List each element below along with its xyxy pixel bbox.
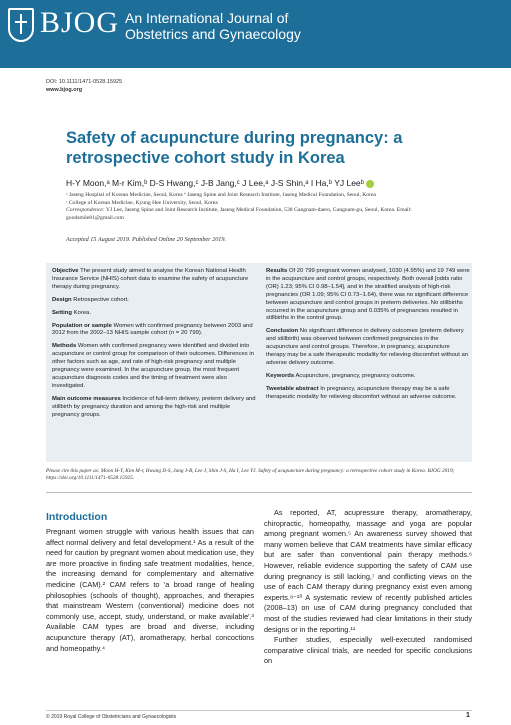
abstract-label: Keywords [266,372,295,379]
abstract-right-column [266,268,470,407]
accepted-date: Accepted 15 August 2019. Published Online 20 September 2019. [66,236,227,243]
footer-divider [46,710,472,711]
abstract-setting [52,310,256,318]
section-divider [46,492,472,493]
correspondence [66,207,466,222]
abstract-conclusion [266,328,470,368]
affiliations [66,192,466,222]
site-link[interactable]: www.bjog.org [46,87,83,93]
abstract-text: Incidence of full-term delivery, preterm delivery and stillbirth by pregnancy duration and among the high-risk and multiple pregnancy groups. [52,395,256,418]
abstract-text: Women with confirmed pregnancy between 2003 and 2012 from the 2002–13 NHIS sample cohort (n = 20 799). [52,322,253,337]
citation-note: Please cite this paper as: Moon H-Y, Kim M-r, Hwang D-S, Jang J-B, Lee J, Shin J-S, Ha I, Lee YJ. Safety of acupuncture during pregnancy: a retrospective cohort study in Korea. BJOG 2019; https://doi.org/10.1111/1471-0528.15925. [46,468,455,482]
journal-name [125,10,301,42]
abstract-text: Retrospective cohort. [73,296,129,303]
intro-paragraph: Further studies, especially well-executed randomised comparative clinical trials, are needed for specific conclusions on [264,635,472,666]
abstract-label: Results [266,268,288,274]
journal-header [0,0,511,68]
abstract-text: In pregnancy, acupuncture therapy may be a safe therapeutic modality for relieving discomfort without an adverse outcome. [266,385,457,400]
abstract-text: Acupuncture, pregnancy, pregnancy outcome. [295,372,416,379]
copyright-footer: © 2019 Royal College of Obstetricians and Gynaecologists [46,714,177,720]
abstract-left-column [52,268,256,425]
intro-paragraph: As reported, AT, acupressure therapy, aromatherapy, chiropractic, homeopathy, massage and yoga are popular among pregnant women.⁵ An awareness survey showed that many women believe that CAM treatments have similar efficacy but are safer than conventional pain therapy methods.⁶ However, reliable evidence supporting the safety of CAM use during pregnancy is still lacking,⁷ and conflicting views on the use of each CAM therapy during pregnancy exist even among experts.⁸⁻¹⁰ A systematic review of recently published articles (2008–13) on use of CAM during pregnancy concluded that most of the studies reviewed had clear limitations in their study designs or in the reporting.¹¹ [264,508,472,634]
abstract-methods [52,343,256,390]
affiliation-line: ᶜ College of Korean Medicine, Kyung Hee University, Seoul, Korea [66,199,218,206]
abstract-text: The present study aimed to analyse the Korean National Health Insurance Service (NHIS) cohort data to examine the safety of acupuncture therapy during pregnancy. [52,268,249,290]
intro-left-column [46,527,254,654]
abstract-label: Setting [52,309,72,316]
introduction-heading: Introduction [46,511,108,523]
authors-text: H-Y Moon,ᵃ M-r Kim,ᵇ D-S Hwang,ᶜ J-B Jang,ᶜ J Lee,ᵃ J-S Shin,ᵃ I Ha,ᵇ YJ Leeᵇ [66,178,364,188]
journal-name-line1: An International Journal of [125,10,289,26]
abstract-label: Population or sample [52,322,112,329]
abstract-text: Korea. [73,309,91,316]
abstract-label: Design [52,296,72,303]
abstract-objective [52,268,256,292]
abstract-text: No significant difference in delivery outcomes (preterm delivery and stillbirth) was observed between confirmed pregnancies in the acupuncture and control groups. Therefore, in pregnancy, acupuncture therapy may be a safe therapeutic modality for relieving discomfort without an adverse delivery outcome. [266,328,469,366]
doi-link[interactable]: DOI: 10.1111/1471-0528.15925 [46,79,123,85]
abstract-design [52,297,256,305]
abstract-tweetable [266,386,470,402]
abstract-text: Women with confirmed pregnancy were identified and divided into acupuncture or control group for comparison of their outcomes. Differences in other factors such as age, and rate of high-risk pregnancy and multiple pregnancy were examined. In the acupuncture group, the most frequent acupuncture diagnosis codes and the timing of treatment were also investigated. [52,343,254,389]
intro-paragraph: Pregnant women struggle with various health issues that can affect normal delivery and fetal development.¹ As a result of the need for caution by pregnant women about medication use, they are more proactive in finding safe treatment modalities, hence, the increasing demand for complementary and alternative medicine (CAM).² CAM refers to 'a broad range of healing philosophies (schools of thought), approaches, and therapies that mainstream Western (conventional) medicine does not commonly use, accept, study, understand, or make available'.³ Available CAM types are broad and diverse, including acupuncture therapy (AT), aromatherapy, herbal concoctions and homeopathy.⁴ [46,527,254,653]
journal-logo[interactable]: BJOG [40,6,120,39]
abstract-text: Of 20 799 pregnant women analysed, 1030 (4.95%) and 19 749 were in the acupuncture and control groups, respectively. Both overall [odds ratio (OR) 1.23; 95% CI 0.98–1.54], and in the stratified analysis of high-risk pregnancies (OR 1.09; 95% CI 0.73–1.64), there was no significant difference between acupuncture and control groups in preterm deliveries. No stillbirths occurred in the acupuncture group and 0.035% of pregnancies resulted in stillbirths in the control group. [266,268,470,322]
correspondence-label: Correspondence: [66,207,105,214]
abstract-outcomes [52,396,256,420]
abstract-label: Main outcome measures [52,395,121,402]
correspondence-text: YJ Lee, Jaseng Spine and Joint Research Institute, Jaseng Medical Foundation, 538 Gangnam-daero, Gangnam-gu, Seoul, Korea. Email: goodsmile81@gmail.com [66,207,412,221]
bjog-crest-icon [8,8,34,42]
orcid-icon[interactable] [366,180,374,188]
abstract-population [52,323,256,339]
page-number: 1 [466,712,470,719]
intro-right-column [264,508,472,667]
abstract-label: Objective [52,268,79,274]
abstract-label: Tweetable abstract [266,385,319,392]
abstract-keywords [266,373,470,381]
abstract-label: Methods [52,343,77,350]
abstract-results [266,268,470,323]
author-list [66,178,374,188]
affiliation-line: ᵃ Jaseng Hospital of Korean Medicine, Seoul, Korea ᵇ Jaseng Spine and Joint Research Institute, Jaseng Medical Foundation, Seoul, Korea [66,192,376,198]
article-title: Safety of acupuncture during pregnancy: a retrospective cohort study in Korea [66,129,403,167]
journal-name-line2: Obstetrics and Gynaecology [125,26,301,42]
abstract-label: Conclusion [266,328,299,335]
